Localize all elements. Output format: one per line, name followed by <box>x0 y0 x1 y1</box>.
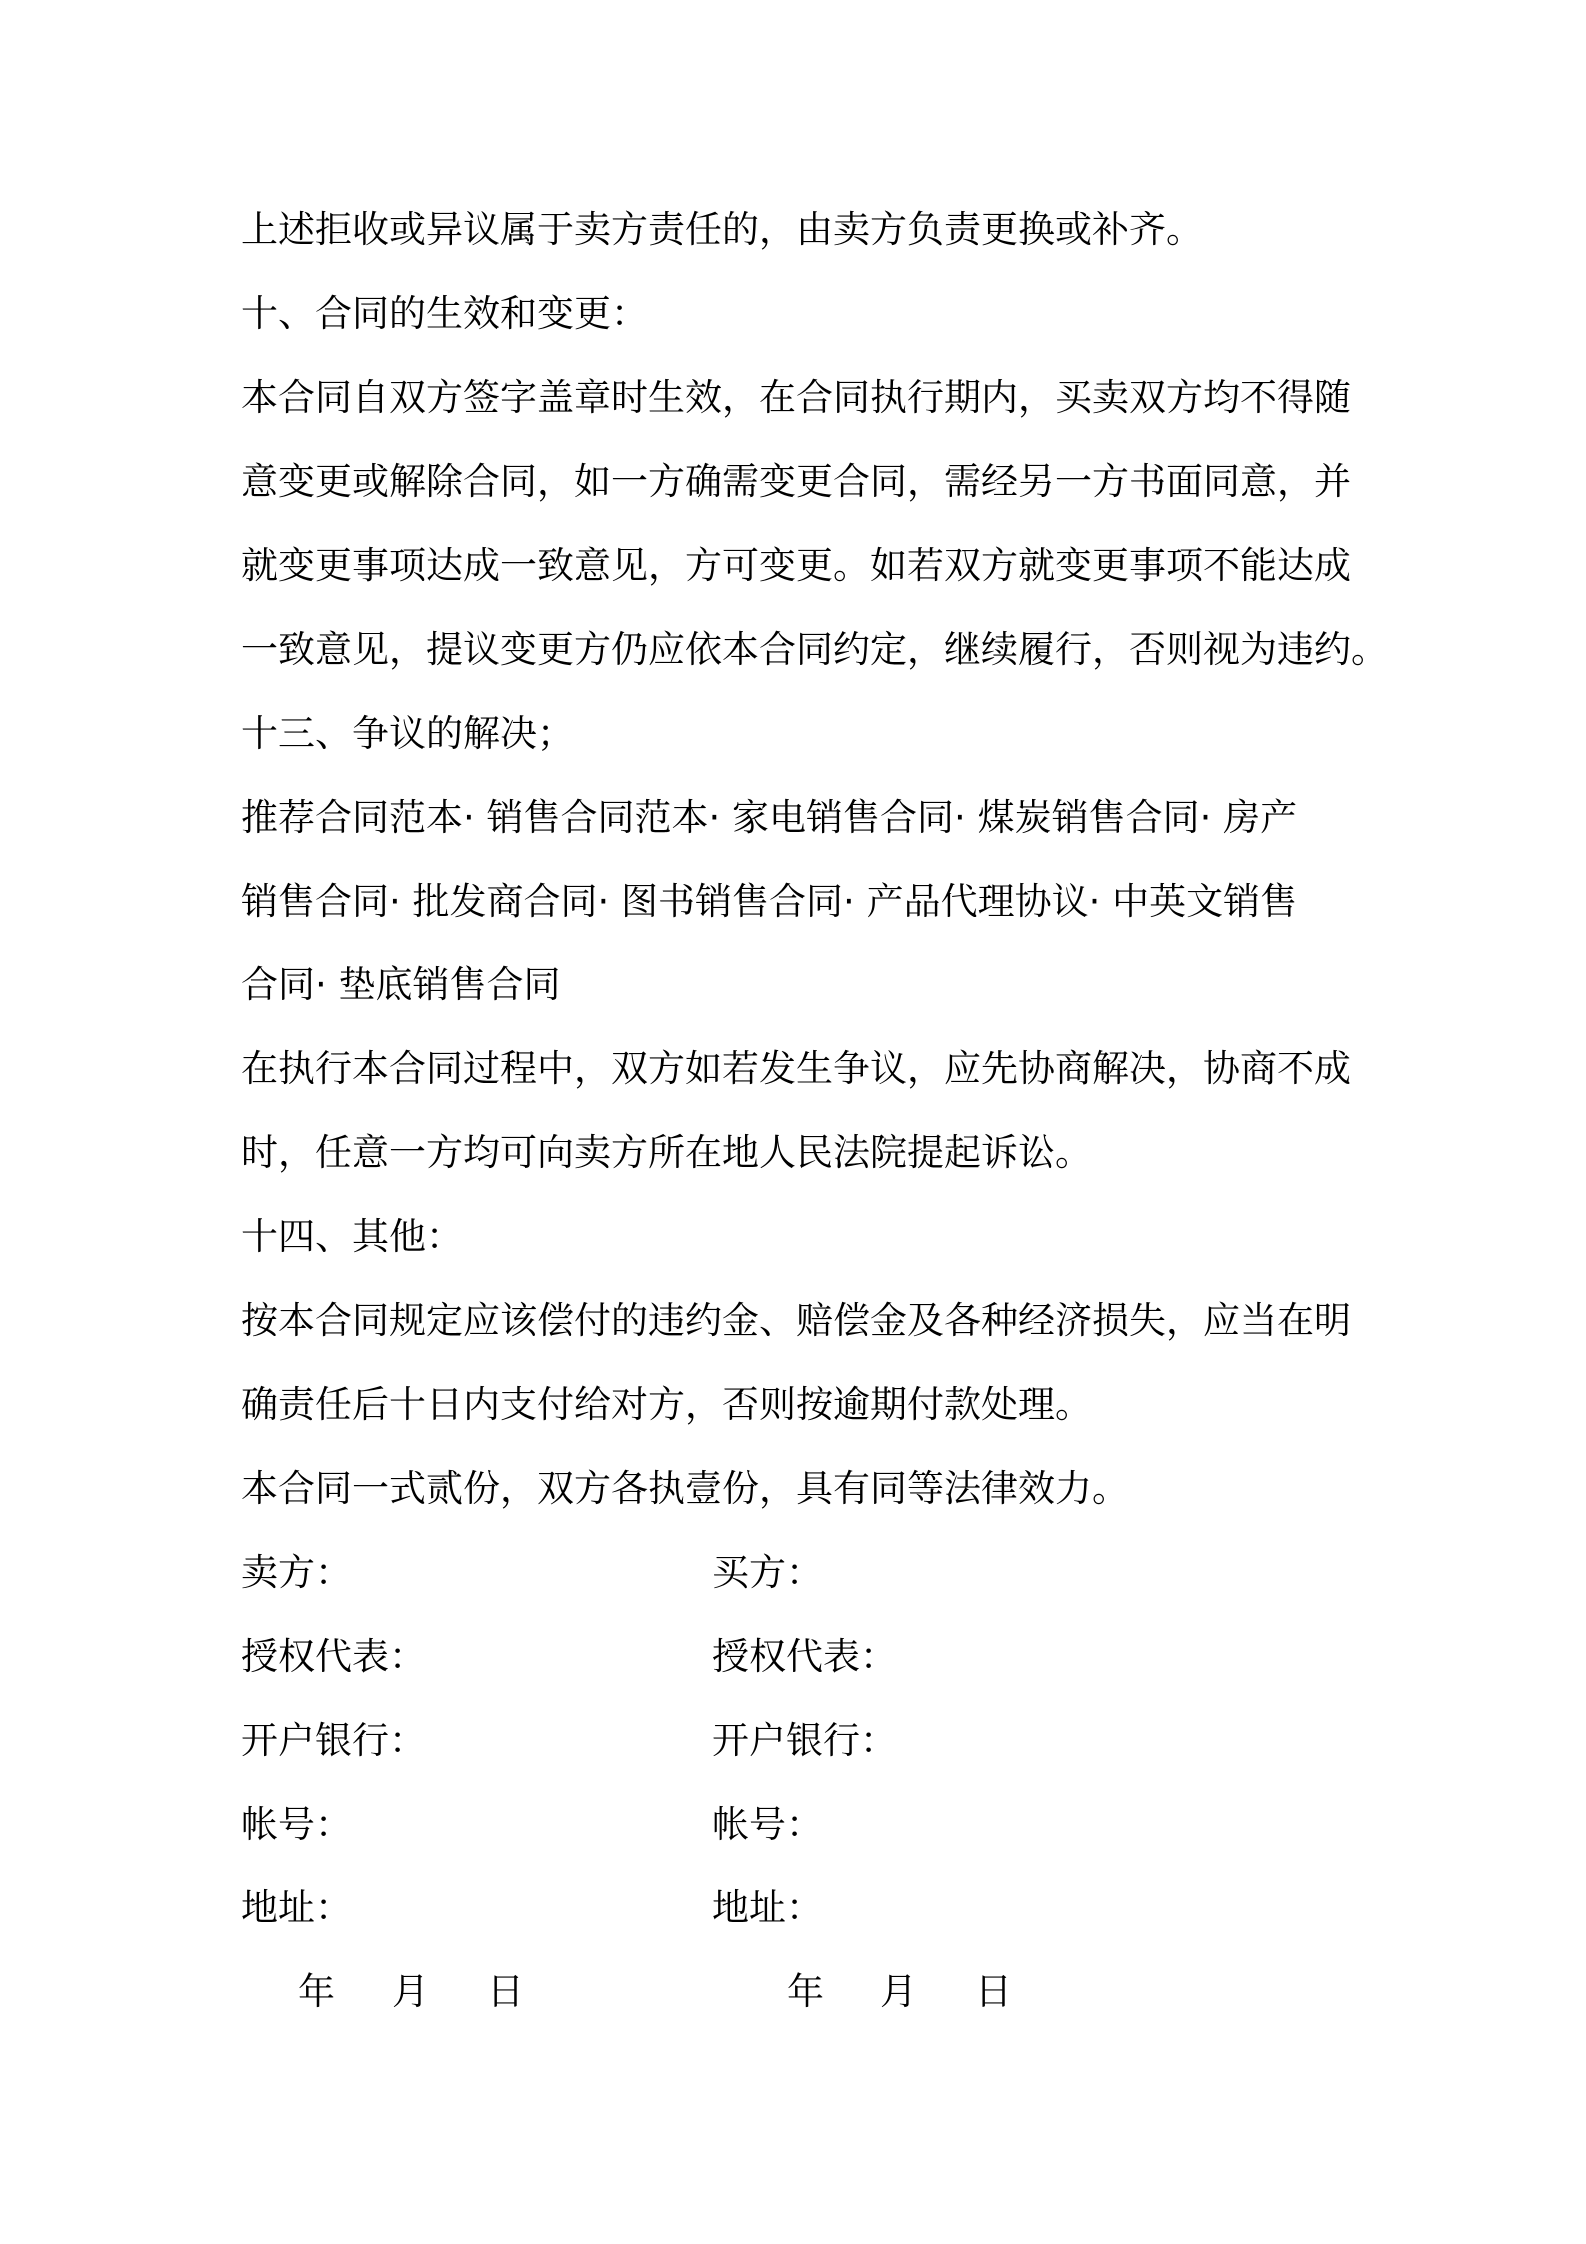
buyer-address-label: 地址： <box>712 1886 823 1929</box>
buyer-bank-label: 开户银行： <box>712 1719 897 1762</box>
seller-date-month: 月 <box>392 1970 429 2013</box>
paragraph-line: 一致意见，提议变更方仍应依本合同约定，继续履行，否则视为违约。 <box>241 628 1388 671</box>
seller-date-day: 日 <box>487 1970 524 2013</box>
paragraph-line: 本合同一式贰份，双方各执壹份，具有同等法律效力。 <box>241 1467 1129 1510</box>
paragraph-line: 在执行本合同过程中，双方如若发生争议，应先协商解决，协商不成 <box>241 1047 1351 1090</box>
paragraph-line: 确责任后十日内支付给对方，否则按逾期付款处理。 <box>241 1383 1092 1426</box>
recommended-links-line: 合同· 垫底销售合同 <box>241 963 561 1006</box>
buyer-representative-label: 授权代表： <box>712 1635 897 1678</box>
buyer-date-day: 日 <box>975 1970 1012 2013</box>
paragraph-line: 时，任意一方均可向卖方所在地人民法院提起诉讼。 <box>241 1131 1092 1174</box>
section-heading-dispute: 十三、争议的解决； <box>241 712 574 755</box>
seller-party-label: 卖方： <box>241 1551 352 1594</box>
seller-account-label: 帐号： <box>241 1803 352 1846</box>
buyer-date-month: 月 <box>880 1970 917 2013</box>
paragraph-line: 按本合同规定应该偿付的违约金、赔偿金及各种经济损失，应当在明 <box>241 1299 1351 1342</box>
buyer-account-label: 帐号： <box>712 1803 823 1846</box>
section-heading-other: 十四、其他： <box>241 1215 463 1258</box>
seller-representative-label: 授权代表： <box>241 1635 426 1678</box>
section-heading-effect: 十、合同的生效和变更： <box>241 292 648 335</box>
paragraph-line: 上述拒收或异议属于卖方责任的，由卖方负责更换或补齐。 <box>241 208 1203 251</box>
seller-address-label: 地址： <box>241 1886 352 1929</box>
recommended-links-line: 推荐合同范本· 销售合同范本· 家电销售合同· 煤炭销售合同· 房产 <box>241 796 1298 839</box>
buyer-date-year: 年 <box>787 1970 824 2013</box>
buyer-party-label: 买方： <box>712 1551 823 1594</box>
paragraph-line: 意变更或解除合同，如一方确需变更合同，需经另一方书面同意，并 <box>241 460 1351 503</box>
recommended-links-line: 销售合同· 批发商合同· 图书销售合同· 产品代理协议· 中英文销售 <box>241 880 1298 923</box>
paragraph-line: 就变更事项达成一致意见，方可变更。如若双方就变更事项不能达成 <box>241 544 1351 587</box>
seller-bank-label: 开户银行： <box>241 1719 426 1762</box>
seller-date-year: 年 <box>298 1970 335 2013</box>
paragraph-line: 本合同自双方签字盖章时生效，在合同执行期内，买卖双方均不得随 <box>241 376 1351 419</box>
